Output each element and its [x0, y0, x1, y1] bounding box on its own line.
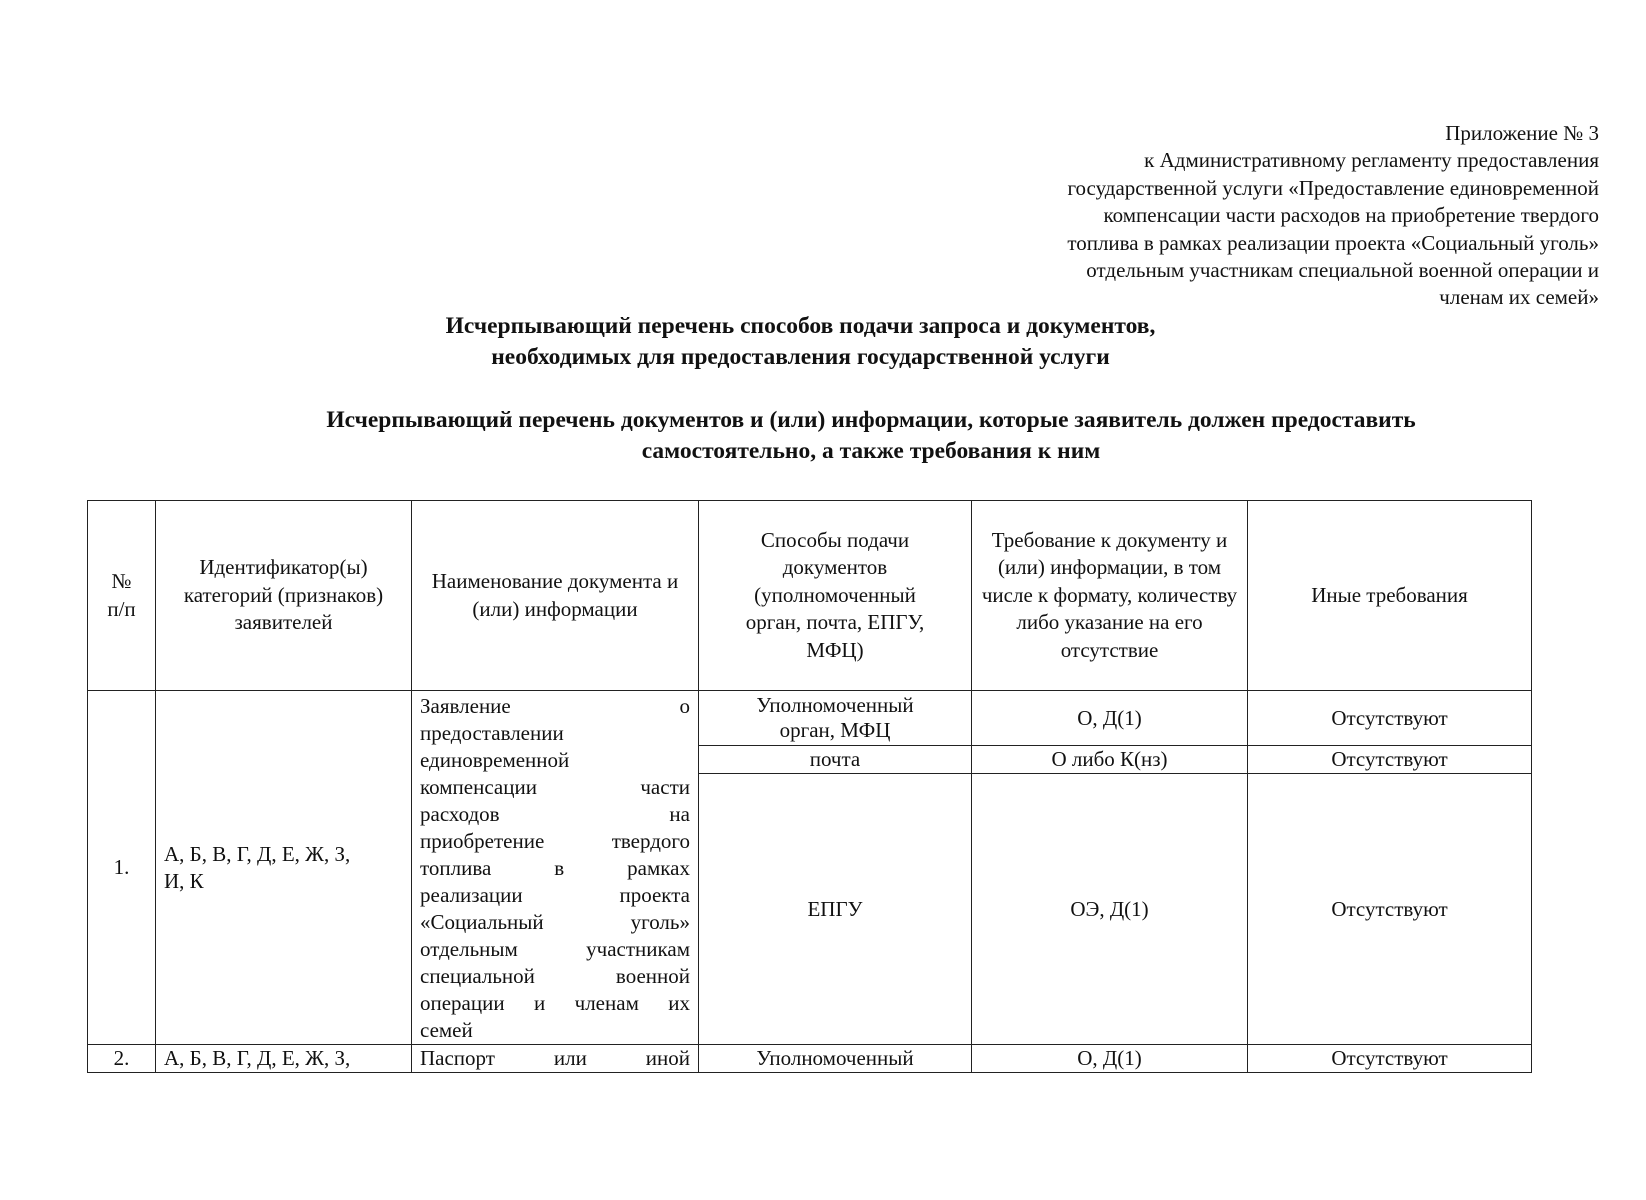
document-line: предоставлении — [420, 721, 564, 745]
submission-method: почта — [699, 746, 972, 774]
submission-requirement: О, Д(1) — [972, 1045, 1248, 1073]
document-line: семей — [420, 1018, 473, 1042]
submission-requirement: ОЭ, Д(1) — [972, 774, 1248, 1045]
header-document: Наименование документа и (или) информации — [412, 501, 699, 691]
document-title-line: Исчерпывающий перечень способов подачи запроса и документов, — [445, 313, 1156, 339]
submission-method: ЕПГУ — [699, 774, 972, 1045]
submission-other: Отсутствуют — [1248, 774, 1532, 1045]
row-document — [412, 1045, 699, 1073]
appendix-line: отдельным участникам специальной военной операции и — [1086, 258, 1599, 283]
submission-requirement: О, Д(1) — [972, 691, 1248, 746]
row-num: 2. — [88, 1045, 156, 1073]
header-categories: Идентификатор(ы) категорий (признаков) заявителей — [156, 501, 412, 691]
document-title-line: необходимых для предоставления государственной услуги — [491, 344, 1110, 370]
header-num: № п/п — [88, 501, 156, 691]
appendix-line: к Административному регламенту предоставления — [1144, 148, 1599, 173]
row-document — [412, 691, 699, 1045]
row-num: 1. — [88, 691, 156, 1045]
documents-table — [87, 500, 1532, 1073]
submission-requirement: О либо К(нз) — [972, 746, 1248, 774]
appendix-header — [839, 120, 1599, 312]
header-requirements: Требование к документу и (или) информации, в том числе к формату, количеству либо указание на его отсутствие — [972, 501, 1248, 691]
table-header-row — [88, 501, 1532, 691]
document-subtitle — [96, 405, 1646, 467]
document-subtitle-line: Исчерпывающий перечень документов и (или) информации, которые заявитель должен предоставить — [326, 407, 1416, 433]
submission-other: Отсутствуют — [1248, 691, 1532, 746]
appendix-line: Приложение № 3 — [1445, 121, 1599, 145]
document-line: Заявление о — [420, 694, 690, 718]
header-other: Иные требования — [1248, 501, 1532, 691]
submission-method: Уполномоченный — [699, 1045, 972, 1073]
header-methods: Способы подачи документов (уполномоченный орган, почта, ЕПГУ, МФЦ) — [699, 501, 972, 691]
submission-method: Уполномоченный орган, МФЦ — [699, 691, 972, 746]
appendix-line: членам их семей» — [1439, 285, 1599, 310]
document-line: топлива в рамках — [420, 856, 690, 880]
document-line: единовременной — [420, 748, 570, 772]
document-line: расходов на — [420, 802, 690, 826]
document-line: операции и членам их — [420, 991, 690, 1015]
document-line: Паспорт или иной — [420, 1046, 690, 1070]
document-title — [0, 311, 1646, 373]
table-row — [88, 1045, 1532, 1073]
appendix-line: компенсации части расходов на приобретение твердого — [1103, 203, 1599, 228]
document-line: реализации проекта — [420, 883, 690, 907]
submission-other: Отсутствуют — [1248, 746, 1532, 774]
appendix-line: государственной услуги «Предоставление единовременной — [1067, 175, 1599, 200]
document-line: отдельным участникам — [420, 937, 690, 961]
document-subtitle-line: самостоятельно, а также требования к ним — [641, 438, 1101, 464]
submission-other: Отсутствуют — [1248, 1045, 1532, 1073]
document-line: специальной военной — [420, 964, 690, 988]
row-categories: А, Б, В, Г, Д, Е, Ж, З, — [156, 1045, 412, 1073]
table-row — [88, 691, 1532, 746]
document-line: «Социальный уголь» — [420, 910, 690, 934]
appendix-line: топлива в рамках реализации проекта «Социальный уголь» — [1067, 230, 1599, 255]
document-line: компенсации части — [420, 775, 690, 799]
row-categories: А, Б, В, Г, Д, Е, Ж, З, И, К — [156, 691, 412, 1045]
document-line: приобретение твердого — [420, 829, 690, 853]
